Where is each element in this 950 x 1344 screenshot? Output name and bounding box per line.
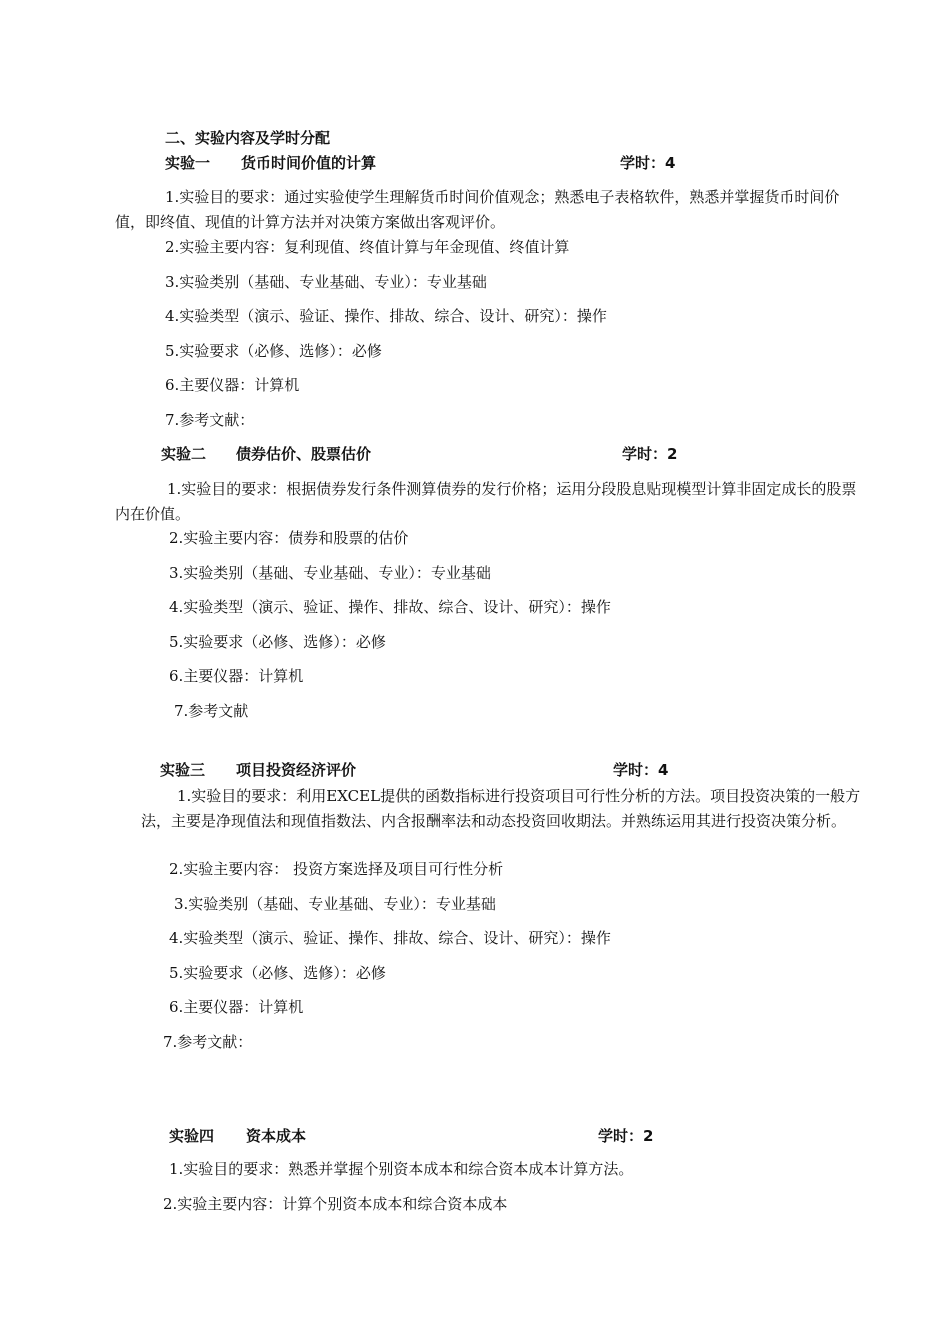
- experiment-4-label: 实验四: [169, 1127, 215, 1145]
- experiment-4-item-1: 1.实验目的要求：熟悉并掌握个别资本成本和综合资本成本计算方法。: [169, 1160, 634, 1178]
- experiment-3-item-1: 1.实验目的要求：利用EXCEL提供的函数指标进行投资项目可行性分析的方法。项目投资决策的一般方法，主要是净现值法和现值指数法、内含报酬率法和动态投资回收期法。并熟练运用其进行投资决策分析。: [141, 787, 861, 830]
- experiment-2-name: 债券估价、股票估价: [236, 445, 372, 463]
- experiment-1-name: 货币时间价值的计算: [241, 154, 377, 172]
- experiment-2-hours: 学时：2: [622, 445, 678, 463]
- experiment-2-item-2: 2.实验主要内容：债券和股票的估价: [169, 529, 409, 547]
- experiment-3-item-3: 3.实验类别（基础、专业基础、专业）：专业基础: [174, 895, 496, 913]
- experiment-2-label: 实验二: [161, 445, 207, 463]
- experiment-1-hours: 学时：4: [620, 154, 676, 172]
- experiment-2-item-4: 4.实验类型（演示、验证、操作、排故、综合、设计、研究）：操作: [169, 598, 611, 616]
- section-heading: 二、实验内容及学时分配: [165, 129, 331, 147]
- experiment-3-hours: 学时：4: [613, 761, 669, 779]
- experiment-3-item-2: 2.实验主要内容： 投资方案选择及项目可行性分析: [169, 860, 504, 878]
- experiment-1-item-2: 2.实验主要内容：复利现值、终值计算与年金现值、终值计算: [165, 238, 570, 256]
- experiment-1-label: 实验一: [165, 154, 211, 172]
- experiment-2-item-7: 7.参考文献: [174, 702, 249, 720]
- experiment-1-item-7: 7.参考文献：: [165, 411, 255, 429]
- experiment-2-item-5: 5.实验要求（必修、选修）：必修: [169, 633, 386, 651]
- experiment-2-item-1: 1.实验目的要求：根据债券发行条件测算债券的发行价格；运用分段股息贴现模型计算非固定成长的股票内在价值。: [115, 480, 857, 523]
- experiment-4-item-2: 2.实验主要内容：计算个别资本成本和综合资本成本: [163, 1195, 508, 1213]
- experiment-3-item-5: 5.实验要求（必修、选修）：必修: [169, 964, 386, 982]
- experiment-3-name: 项目投资经济评价: [236, 761, 357, 779]
- experiment-1-item-5: 5.实验要求（必修、选修）：必修: [165, 342, 382, 360]
- experiment-1-item-3: 3.实验类别（基础、专业基础、专业）：专业基础: [165, 273, 487, 291]
- experiment-1-item-6: 6.主要仪器：计算机: [165, 376, 300, 394]
- experiment-3-item-4: 4.实验类型（演示、验证、操作、排故、综合、设计、研究）：操作: [169, 929, 611, 947]
- experiment-1-item-1: 1.实验目的要求：通过实验使学生理解货币时间价值观念；熟悉电子表格软件，熟悉并掌握货币时间价值，即终值、现值的计算方法并对决策方案做出客观评价。: [115, 188, 840, 231]
- experiment-3-label: 实验三: [160, 761, 206, 779]
- experiment-2-item-3: 3.实验类别（基础、专业基础、专业）：专业基础: [169, 564, 491, 582]
- experiment-3-item-6: 6.主要仪器：计算机: [169, 998, 304, 1016]
- experiment-4-hours: 学时：2: [598, 1127, 654, 1145]
- experiment-2-item-6: 6.主要仪器：计算机: [169, 667, 304, 685]
- experiment-1-item-4: 4.实验类型（演示、验证、操作、排故、综合、设计、研究）：操作: [165, 307, 607, 325]
- experiment-4-name: 资本成本: [246, 1127, 307, 1145]
- experiment-3-item-7: 7.参考文献：: [163, 1033, 253, 1051]
